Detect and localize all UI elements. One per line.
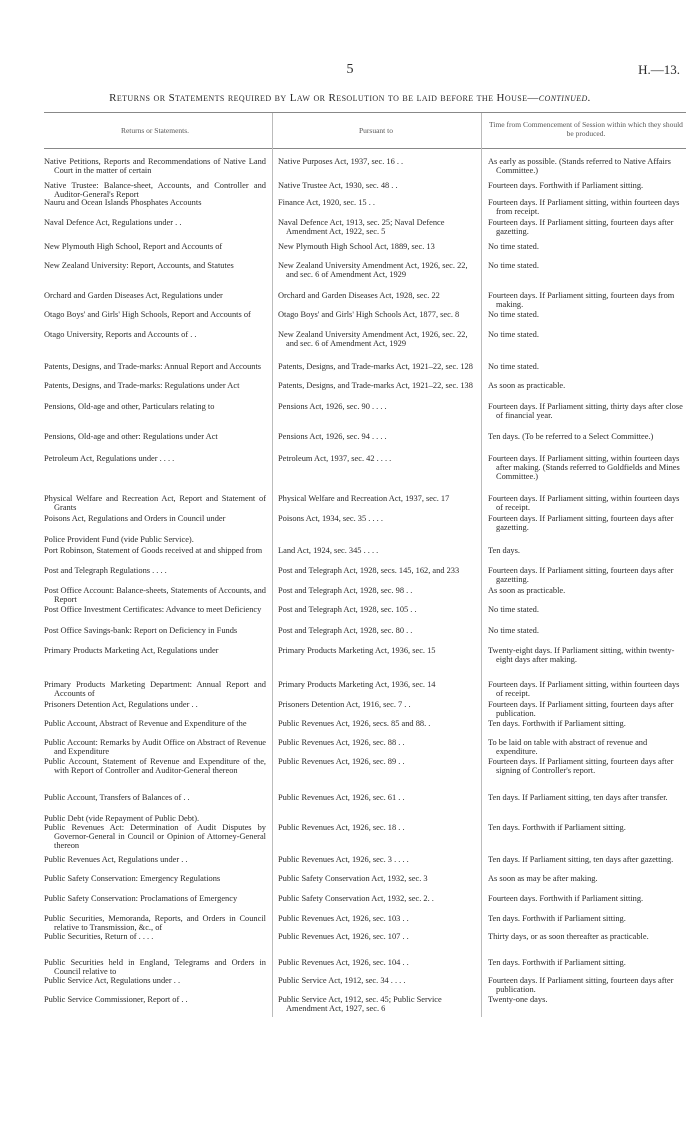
row-time-text: Thirty days, or as soon thereafter as practicable.	[488, 932, 649, 941]
row-pursuant-to-text: Public Revenues Act, 1926, sec. 61 . .	[278, 793, 405, 802]
row-pursuant-to	[278, 454, 474, 463]
row-time-text: Fourteen days. If Parliament sitting, fourteen days after publication.	[488, 700, 674, 719]
row-time	[488, 855, 686, 864]
row-time-text: As soon as may be after making.	[488, 874, 598, 883]
row-statement-text: Pensions, Old-age and other, Particulars relating to	[44, 402, 215, 411]
row-statement	[44, 646, 266, 655]
row-time	[488, 546, 686, 555]
row-pursuant-to	[278, 976, 474, 985]
row-statement	[44, 855, 266, 864]
row-pursuant-to	[278, 646, 474, 655]
row-statement	[44, 738, 266, 756]
row-pursuant-to	[278, 793, 474, 802]
row-pursuant-to-text: Land Act, 1924, sec. 345 . . . .	[278, 546, 379, 555]
row-time	[488, 330, 686, 339]
row-pursuant-to-text: Public Revenues Act, 1926, sec. 3 . . . .	[278, 855, 409, 864]
row-statement	[44, 976, 266, 985]
row-time-text: Fourteen days. If Parliament sitting, fourteen days after gazetting.	[488, 514, 674, 533]
row-pursuant-to	[278, 514, 474, 523]
row-time	[488, 514, 686, 532]
row-time	[488, 976, 686, 994]
row-statement-text: Post Office Investment Certificates: Advance to meet Deficiency	[44, 605, 262, 614]
row-time-text: As early as possible. (Stands referred to Native Affairs Committee.)	[488, 157, 671, 176]
row-statement-text: Patents, Designs, and Trade-marks: Annual Report and Accounts	[44, 362, 262, 371]
row-statement-text: Otago Boys' and Girls' High Schools, Report and Accounts of	[44, 310, 251, 319]
row-time-text: Ten days. Forthwith if Parliament sitting.	[488, 823, 626, 832]
row-time	[488, 454, 686, 482]
row-time	[488, 793, 686, 802]
row-statement-text: Public Safety Conservation: Proclamations of Emergency	[44, 894, 238, 903]
row-pursuant-to	[278, 626, 474, 635]
row-statement	[44, 181, 266, 199]
row-time-text: No time stated.	[488, 261, 539, 270]
row-statement-text: Poisons Act, Regulations and Orders in Council under	[44, 514, 226, 523]
row-pursuant-to-text: Physical Welfare and Recreation Act, 1937, sec. 17	[278, 494, 450, 503]
row-pursuant-to-text: Public Service Act, 1912, sec. 34 . . . .	[278, 976, 406, 985]
row-pursuant-to-text: Public Safety Conservation Act, 1932, sec. 3	[278, 874, 428, 883]
row-pursuant-to-text: Public Revenues Act, 1926, sec. 88 . .	[278, 738, 405, 747]
row-statement	[44, 310, 266, 319]
row-pursuant-to	[278, 566, 474, 575]
row-time	[488, 914, 686, 923]
row-statement-text: Public Revenues Act: Determination of Audit Disputes by Governor-General in Council or Opinion of Attorney-General thereon	[44, 823, 266, 851]
row-time	[488, 894, 686, 903]
row-time	[488, 605, 686, 614]
row-time	[488, 157, 686, 175]
row-statement-text: Petroleum Act, Regulations under . . . .	[44, 454, 175, 463]
row-pursuant-to-text: Prisoners Detention Act, 1916, sec. 7 . .	[278, 700, 411, 709]
row-pursuant-to	[278, 719, 474, 728]
row-pursuant-to-text: Poisons Act, 1934, sec. 35 . . . .	[278, 514, 383, 523]
row-statement-text: Public Securities, Memoranda, Reports, and Orders in Council relative to Transmission, &c., of	[44, 914, 266, 933]
row-time	[488, 291, 686, 309]
row-pursuant-to	[278, 362, 474, 371]
row-time	[488, 680, 686, 698]
row-statement	[44, 719, 266, 728]
row-statement-text: New Zealand University: Report, Accounts, and Statutes	[44, 261, 234, 270]
row-statement	[44, 958, 266, 976]
row-pursuant-to-text: New Zealand University Amendment Act, 1926, sec. 22, and sec. 6 of Amendment Act, 1929	[278, 261, 468, 280]
row-statement	[44, 605, 266, 614]
row-time	[488, 198, 686, 216]
row-pursuant-to	[278, 855, 474, 864]
row-time-text: Fourteen days. If Parliament sitting, thirty days after close of financial year.	[488, 402, 683, 421]
row-statement	[44, 914, 266, 932]
row-statement-text: Public Service Commissioner, Report of . .	[44, 995, 188, 1004]
row-statement	[44, 874, 266, 883]
page-title	[40, 92, 660, 104]
row-statement-text: Police Provident Fund (vide Public Service).	[44, 535, 194, 544]
row-statement	[44, 218, 266, 227]
row-time	[488, 646, 686, 664]
row-pursuant-to	[278, 291, 474, 300]
row-statement-text: Orchard and Garden Diseases Act, Regulations under	[44, 291, 223, 300]
row-statement-text: Native Trustee: Balance-sheet, Accounts, and Controller and Auditor-General's Report	[44, 181, 266, 200]
row-statement-text: Pensions, Old-age and other: Regulations under Act	[44, 432, 218, 441]
document-reference: H.—13.	[638, 62, 680, 77]
row-statement	[44, 157, 266, 175]
row-time	[488, 494, 686, 512]
row-pursuant-to-text: Public Service Act, 1912, sec. 45; Public Service Amendment Act, 1927, sec. 6	[278, 995, 442, 1014]
row-pursuant-to	[278, 198, 474, 207]
row-pursuant-to-text: Finance Act, 1920, sec. 15 . .	[278, 198, 375, 207]
row-time	[488, 738, 686, 756]
row-pursuant-to-text: Native Trustee Act, 1930, sec. 48 . .	[278, 181, 398, 190]
row-statement	[44, 814, 266, 823]
row-pursuant-to-text: Patents, Designs, and Trade-marks Act, 1921–22, sec. 128	[278, 362, 473, 371]
row-pursuant-to	[278, 757, 474, 766]
row-time-text: Ten days. If Parliament sitting, ten days after transfer.	[488, 793, 668, 802]
row-time-text: As soon as practicable.	[488, 381, 566, 390]
row-statement	[44, 932, 266, 941]
row-statement	[44, 757, 266, 775]
row-time-text: Fourteen days. If Parliament sitting, fourteen days from making.	[488, 291, 675, 310]
row-pursuant-to	[278, 932, 474, 941]
row-pursuant-to-text: Post and Telegraph Act, 1928, sec. 105 . .	[278, 605, 417, 614]
row-pursuant-to-text: Public Revenues Act, 1926, sec. 103 . .	[278, 914, 409, 923]
column-header-returns: Returns or Statements.	[120, 126, 190, 135]
row-statement	[44, 261, 266, 270]
row-pursuant-to-text: Post and Telegraph Act, 1928, sec. 98 . .	[278, 586, 413, 595]
row-time	[488, 181, 686, 190]
title-text: Returns or Statements required by Law or Resolution to be laid before the House—	[109, 92, 539, 104]
row-statement	[44, 535, 266, 544]
row-statement	[44, 793, 266, 802]
row-pursuant-to	[278, 605, 474, 614]
row-statement-text: Prisoners Detention Act, Regulations under . .	[44, 700, 198, 709]
row-statement-text: Public Account, Transfers of Balances of . .	[44, 793, 190, 802]
row-time-text: Fourteen days. If Parliament sitting, fourteen days after gazetting.	[488, 218, 674, 237]
row-time	[488, 995, 686, 1004]
row-time-text: Fourteen days. If Parliament sitting, within fourteen days of receipt.	[488, 680, 680, 699]
row-pursuant-to	[278, 432, 474, 441]
row-pursuant-to-text: Otago Boys' and Girls' High Schools Act, 1877, sec. 8	[278, 310, 460, 319]
row-pursuant-to	[278, 494, 474, 503]
row-pursuant-to	[278, 823, 474, 832]
row-time	[488, 310, 686, 319]
row-statement	[44, 514, 266, 523]
row-pursuant-to	[278, 546, 474, 555]
row-pursuant-to-text: Naval Defence Act, 1913, sec. 25; Naval Defence Amendment Act, 1922, sec. 5	[278, 218, 445, 237]
row-time-text: No time stated.	[488, 362, 539, 371]
row-pursuant-to	[278, 586, 474, 595]
row-time-text: Ten days. (To be referred to a Select Committee.)	[488, 432, 654, 441]
row-time	[488, 261, 686, 270]
row-time-text: Fourteen days. If Parliament sitting, within fourteen days from receipt.	[488, 198, 680, 217]
row-time	[488, 719, 686, 728]
row-time	[488, 958, 686, 967]
row-time-text: Ten days. If Parliament sitting, ten days after gazetting.	[488, 855, 674, 864]
row-time-text: Fourteen days. Forthwith if Parliament sitting.	[488, 181, 644, 190]
row-pursuant-to	[278, 181, 474, 190]
row-statement	[44, 626, 266, 635]
row-statement-text: Port Robinson, Statement of Goods received at and shipped from	[44, 546, 263, 555]
row-pursuant-to-text: New Zealand University Amendment Act, 1926, sec. 22, and sec. 6 of Amendment Act, 1929	[278, 330, 468, 349]
row-pursuant-to-text: Public Revenues Act, 1926, sec. 104 . .	[278, 958, 409, 967]
row-time-text: Fourteen days. If Parliament sitting, fourteen days after publication.	[488, 976, 674, 995]
row-statement-text: Naval Defence Act, Regulations under . .	[44, 218, 182, 227]
row-time	[488, 242, 686, 251]
row-statement	[44, 381, 266, 390]
row-pursuant-to-text: Pensions Act, 1926, sec. 94 . . . .	[278, 432, 387, 441]
row-statement-text: Native Petitions, Reports and Recommendations of Native Land Court in the matter of certain	[44, 157, 266, 176]
row-pursuant-to-text: Pensions Act, 1926, sec. 90 . . . .	[278, 402, 387, 411]
row-statement-text: Public Service Act, Regulations under . .	[44, 976, 181, 985]
row-pursuant-to-text: Petroleum Act, 1937, sec. 42 . . . .	[278, 454, 392, 463]
row-pursuant-to-text: New Plymouth High School Act, 1889, sec. 13	[278, 242, 435, 251]
row-statement	[44, 432, 266, 441]
row-time-text: Ten days.	[488, 546, 520, 555]
row-statement	[44, 291, 266, 300]
row-time-text: No time stated.	[488, 310, 539, 319]
row-time	[488, 586, 686, 595]
row-statement-text: Primary Products Marketing Department: Annual Report and Accounts of	[44, 680, 266, 699]
row-statement	[44, 242, 266, 251]
row-pursuant-to	[278, 680, 474, 689]
row-pursuant-to	[278, 700, 474, 709]
row-pursuant-to	[278, 381, 474, 390]
row-time	[488, 874, 686, 883]
row-time-text: Fourteen days. If Parliament sitting, fourteen days after signing of Controller's report.	[488, 757, 674, 776]
header-bottom-rule	[44, 148, 686, 149]
row-statement-text: Public Revenues Act, Regulations under . .	[44, 855, 188, 864]
row-statement	[44, 995, 266, 1004]
row-statement	[44, 566, 266, 575]
row-statement	[44, 402, 266, 411]
row-pursuant-to	[278, 914, 474, 923]
row-pursuant-to-text: Post and Telegraph Act, 1928, secs. 145, 162, and 233	[278, 566, 460, 575]
row-time-text: Twenty-eight days. If Parliament sitting, within twenty-eight days after making.	[488, 646, 675, 665]
row-time-text: Ten days. Forthwith if Parliament sitting.	[488, 719, 626, 728]
row-statement-text: Public Securities held in England, Telegrams and Orders in Council relative to	[44, 958, 266, 977]
row-pursuant-to	[278, 874, 474, 883]
row-pursuant-to-text: Orchard and Garden Diseases Act, 1928, sec. 22	[278, 291, 440, 300]
row-pursuant-to	[278, 242, 474, 251]
row-time-text: No time stated.	[488, 330, 539, 339]
row-time-text: Twenty-one days.	[488, 995, 548, 1004]
row-time-text: Fourteen days. If Parliament sitting, within fourteen days after making. (Stands referred to Goldfields and Mines Committee.)	[488, 454, 680, 482]
row-time	[488, 823, 686, 832]
row-pursuant-to-text: Post and Telegraph Act, 1928, sec. 80 . .	[278, 626, 413, 635]
row-statement	[44, 198, 266, 207]
row-statement-text: Physical Welfare and Recreation Act, Report and Statement of Grants	[44, 494, 266, 513]
row-time-text: Ten days. Forthwith if Parliament sitting.	[488, 958, 626, 967]
row-statement-text: Public Debt (vide Repayment of Public Debt).	[44, 814, 200, 823]
row-statement	[44, 700, 266, 709]
row-pursuant-to	[278, 894, 474, 903]
row-pursuant-to	[278, 310, 474, 319]
column-header-time: Time from Commencement of Session within which they should be produced.	[489, 120, 683, 138]
row-pursuant-to-text: Public Safety Conservation Act, 1932, sec. 2. .	[278, 894, 434, 903]
row-time-text: Fourteen days. If Parliament sitting, within fourteen days of receipt.	[488, 494, 680, 513]
row-time	[488, 626, 686, 635]
row-pursuant-to	[278, 958, 474, 967]
row-statement	[44, 823, 266, 851]
row-pursuant-to-text: Public Revenues Act, 1926, sec. 107 . .	[278, 932, 409, 941]
row-pursuant-to-text: Primary Products Marketing Act, 1936, sec. 14	[278, 680, 436, 689]
row-statement-text: Primary Products Marketing Act, Regulations under	[44, 646, 219, 655]
row-statement	[44, 586, 266, 604]
row-time	[488, 700, 686, 718]
row-pursuant-to-text: Public Revenues Act, 1926, secs. 85 and 88. .	[278, 719, 431, 728]
row-time	[488, 566, 686, 584]
row-statement	[44, 330, 266, 339]
row-time-text: To be laid on table with abstract of revenue and expenditure.	[488, 738, 648, 757]
row-statement	[44, 894, 266, 903]
row-time	[488, 932, 686, 941]
row-statement-text: Public Safety Conservation: Emergency Regulations	[44, 874, 221, 883]
row-pursuant-to-text: Patents, Designs, and Trade-marks Act, 1921–22, sec. 138	[278, 381, 473, 390]
row-statement	[44, 494, 266, 512]
header-top-rule	[44, 112, 686, 113]
row-time	[488, 218, 686, 236]
row-time	[488, 362, 686, 371]
row-pursuant-to	[278, 402, 474, 411]
row-pursuant-to	[278, 995, 474, 1013]
row-pursuant-to	[278, 330, 474, 348]
row-time	[488, 757, 686, 775]
row-pursuant-to-text: Public Revenues Act, 1926, sec. 89 . .	[278, 757, 405, 766]
row-statement-text: Public Account, Abstract of Revenue and Expenditure of the	[44, 719, 247, 728]
row-pursuant-to	[278, 738, 474, 747]
row-pursuant-to	[278, 157, 474, 166]
row-statement-text: Public Account, Statement of Revenue and Expenditure of the, with Report of Controller and Auditor-General thereon	[44, 757, 266, 776]
row-statement-text: Post and Telegraph Regulations . . . .	[44, 566, 167, 575]
row-time-text: No time stated.	[488, 242, 539, 251]
row-time-text: As soon as practicable.	[488, 586, 566, 595]
row-statement-text: Post Office Account: Balance-sheets, Statements of Accounts, and Report	[44, 586, 266, 605]
row-time-text: Fourteen days. If Parliament sitting, fourteen days after gazetting.	[488, 566, 674, 585]
row-pursuant-to	[278, 261, 474, 279]
row-statement	[44, 362, 266, 371]
row-statement-text: New Plymouth High School, Report and Accounts of	[44, 242, 223, 251]
row-time	[488, 381, 686, 390]
row-time-text: Fourteen days. Forthwith if Parliament sitting.	[488, 894, 644, 903]
row-statement-text: Post Office Savings-bank: Report on Deficiency in Funds	[44, 626, 238, 635]
row-statement-text: Public Securities, Return of . . . .	[44, 932, 154, 941]
row-time	[488, 402, 686, 420]
row-statement	[44, 454, 266, 463]
row-time-text: No time stated.	[488, 626, 539, 635]
row-time-text: No time stated.	[488, 605, 539, 614]
row-time	[488, 432, 686, 441]
row-pursuant-to-text: Public Revenues Act, 1926, sec. 18 . .	[278, 823, 405, 832]
column-header-pursuant: Pursuant to	[359, 126, 393, 135]
row-statement-text: Public Account: Remarks by Audit Office on Abstract of Revenue and Expenditure	[44, 738, 266, 757]
page-number: 5	[346, 62, 354, 77]
row-statement-text: Nauru and Ocean Islands Phosphates Accounts	[44, 198, 202, 207]
row-statement-text: Patents, Designs, and Trade-marks: Regulations under Act	[44, 381, 240, 390]
row-pursuant-to	[278, 218, 474, 236]
table-row	[44, 995, 686, 1055]
title-continued: continued.	[538, 92, 591, 104]
row-statement	[44, 546, 266, 555]
row-statement-text: Otago University, Reports and Accounts of . .	[44, 330, 197, 339]
row-statement	[44, 680, 266, 698]
row-pursuant-to-text: Native Purposes Act, 1937, sec. 16 . .	[278, 157, 404, 166]
row-time-text: Ten days. Forthwith if Parliament sitting.	[488, 914, 626, 923]
row-pursuant-to-text: Primary Products Marketing Act, 1936, sec. 15	[278, 646, 436, 655]
